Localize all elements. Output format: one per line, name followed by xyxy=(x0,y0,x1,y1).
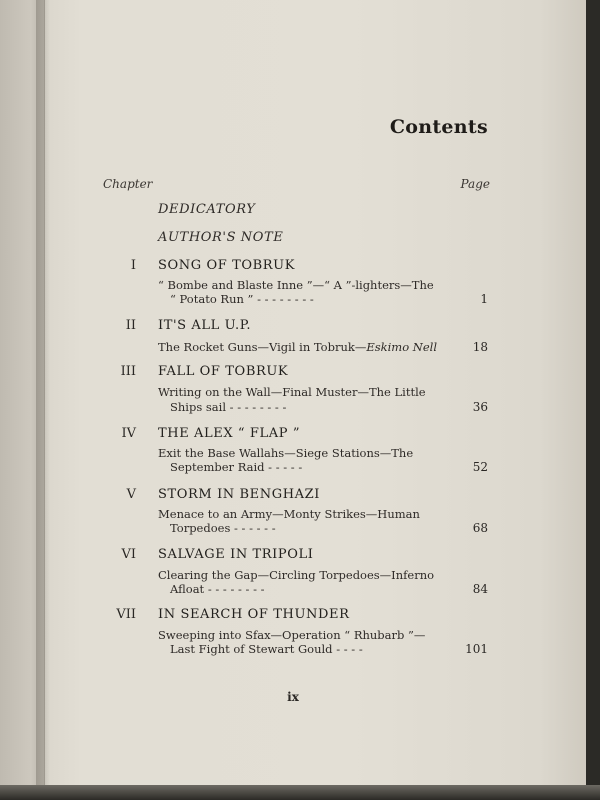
contents-title: Contents xyxy=(389,116,488,138)
chapter-subtitle-line: “ Potato Run ” - - - - - - - - xyxy=(170,292,314,306)
chapter-page-number: 52 xyxy=(472,460,488,474)
chapter-subtitle-line: Menace to an Army—Monty Strikes—Human xyxy=(158,507,420,521)
chapter-subtitle-line: Afloat - - - - - - - - xyxy=(170,582,265,596)
chapter-subtitle-line: Ships sail - - - - - - - - xyxy=(170,400,287,414)
chapter-page-number: 36 xyxy=(472,400,488,414)
chapter-page-number: 101 xyxy=(465,642,488,656)
prelim-authors-note: AUTHOR'S NOTE xyxy=(158,230,284,245)
chapter-numeral: V xyxy=(126,487,136,502)
chapter-title: IN SEARCH OF THUNDER xyxy=(158,607,350,622)
chapter-subtitle-line: September Raid - - - - - xyxy=(170,460,303,474)
chapter-title: FALL OF TOBRUK xyxy=(158,364,289,379)
chapter-numeral: VI xyxy=(121,547,136,562)
chapter-subtitle-line: The Rocket Guns—Vigil in Tobruk—Eskimo Nell xyxy=(158,340,437,354)
chapter-numeral: I xyxy=(130,258,136,273)
background-edge xyxy=(586,0,600,800)
chapter-numeral: II xyxy=(125,318,136,333)
chapter-subtitle-line: Exit the Base Wallahs—Siege Stations—The xyxy=(158,446,414,460)
chapter-subtitle-line: Clearing the Gap—Circling Torpedoes—Inferno xyxy=(158,568,435,582)
chapter-numeral: IV xyxy=(121,426,136,441)
prelim-dedicatory: DEDICATORY xyxy=(158,202,256,217)
chapter-page-number: 18 xyxy=(472,340,488,354)
chapter-numeral: III xyxy=(120,364,136,379)
page-column-header: Page xyxy=(460,177,490,191)
chapter-title: SALVAGE IN TRIPOLI xyxy=(158,547,314,562)
chapter-subtitle-line: “ Bombe and Blaste Inne ”—“ A ”-lighters—The xyxy=(158,278,434,292)
chapter-title: THE ALEX “ FLAP ” xyxy=(158,426,301,441)
chapter-column-header: Chapter xyxy=(103,177,153,191)
chapter-page-number: 84 xyxy=(472,582,488,596)
chapter-numeral: VII xyxy=(116,607,136,622)
chapter-subtitle-line: Sweeping into Sfax—Operation “ Rhubarb ”— xyxy=(158,628,426,642)
page-folio: ix xyxy=(287,690,299,704)
book-gutter xyxy=(36,0,50,800)
chapter-subtitle-line: Writing on the Wall—Final Muster—The Little xyxy=(158,385,426,399)
background-shadow xyxy=(0,785,600,800)
chapter-page-number: 68 xyxy=(472,521,488,535)
chapter-subtitle-line: Torpedoes - - - - - - xyxy=(170,521,276,535)
chapter-page-number: 1 xyxy=(480,292,488,306)
chapter-title: SONG OF TOBRUK xyxy=(158,258,296,273)
chapter-title: IT'S ALL U.P. xyxy=(158,318,252,333)
chapter-title: STORM IN BENGHAZI xyxy=(158,487,321,502)
chapter-subtitle-line: Last Fight of Stewart Gould - - - - xyxy=(170,642,363,656)
